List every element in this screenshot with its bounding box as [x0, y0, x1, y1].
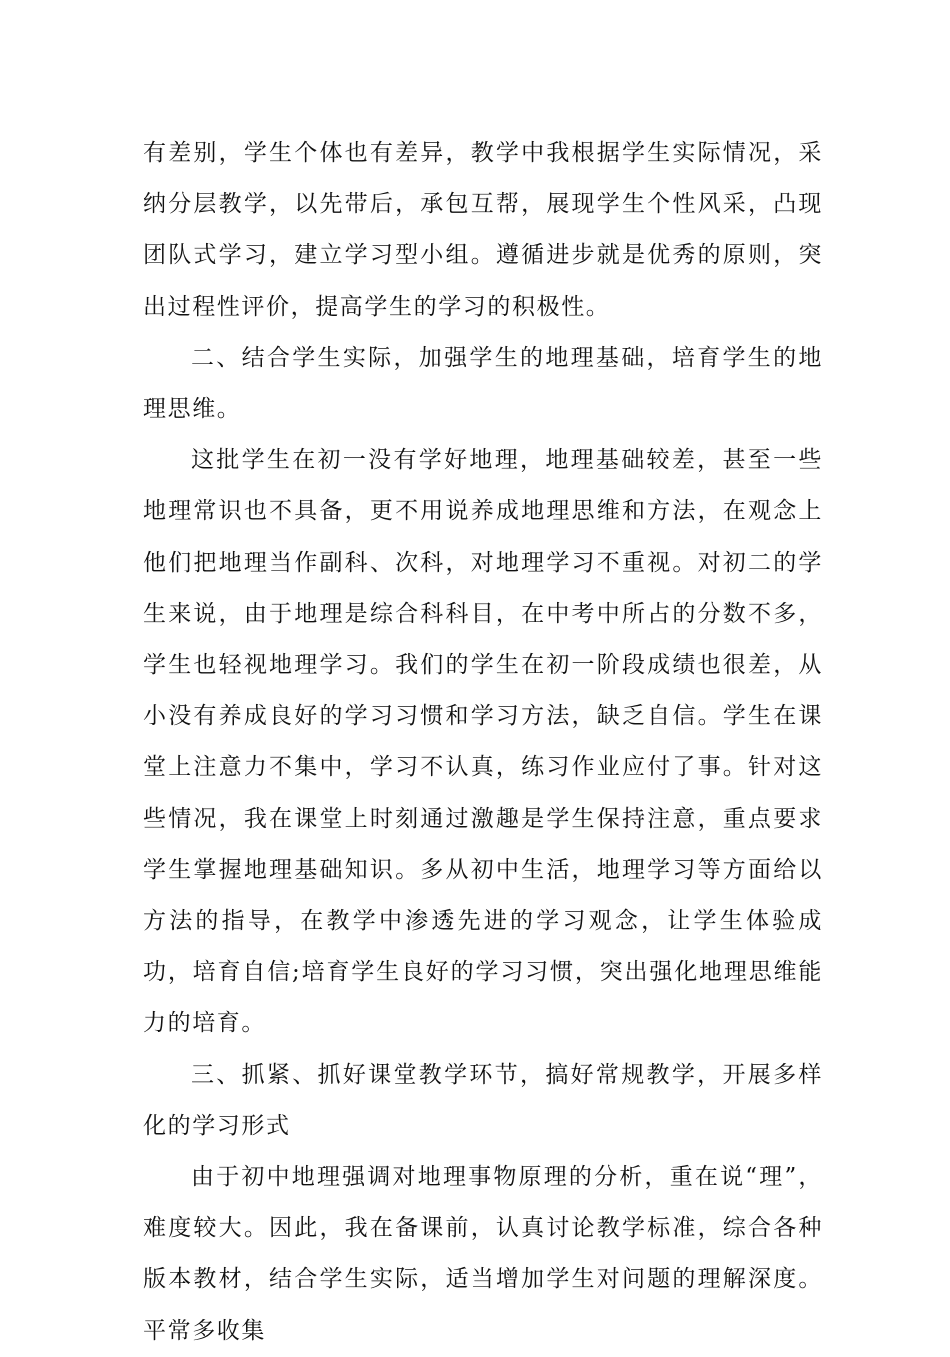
paragraph-body-two: 这批学生在初一没有学好地理，地理基础较差，甚至一些地理常识也不具备，更不用说养成地理思维和方法，在观念上他们把地理当作副科、次科，对地理学习不重视。对初二的学生来说，由于地理是综合科科目，在中考中所占的分数不多，学生也轻视地理学习。我们的学生在初一阶段成绩也很差，从小没有养成良好的学习习惯和学习方法，缺乏自信。学生在课堂上注意力不集中，学习不认真，练习作业应付了事。针对这些情况，我在课堂上时刻通过激趣是学生保持注意，重点要求学生掌握地理基础知识。多从初中生活，地理学习等方面给以方法的指导，在教学中渗透先进的学习观念，让学生体验成功，培育自信;培育学生良好的学习习惯，突出强化地理思维能力的培育。	[143, 447, 823, 1037]
document-body	[143, 128, 823, 1357]
paragraph-heading-two: 二、结合学生实际，加强学生的地理基础，培育学生的地理思维。	[143, 344, 823, 423]
paragraph-continuation: 有差别，学生个体也有差异，教学中我根据学生实际情况，采纳分层教学，以先带后，承包互帮，展现学生个性风采，凸现团队式学习，建立学习型小组。遵循进步就是优秀的原则，突出过程性评价，提高学生的学习的积极性。	[143, 140, 823, 320]
paragraph-body-three: 由于初中地理强调对地理事物原理的分析，重在说“理”，难度较大。因此，我在备课前，认真讨论教学标准，综合各种版本教材，结合学生实际，适当增加学生对问题的理解深度。平常多收集	[143, 1164, 823, 1344]
paragraph-heading-three: 三、抓紧、抓好课堂教学环节，搞好常规教学，开展多样化的学习形式	[143, 1061, 823, 1139]
